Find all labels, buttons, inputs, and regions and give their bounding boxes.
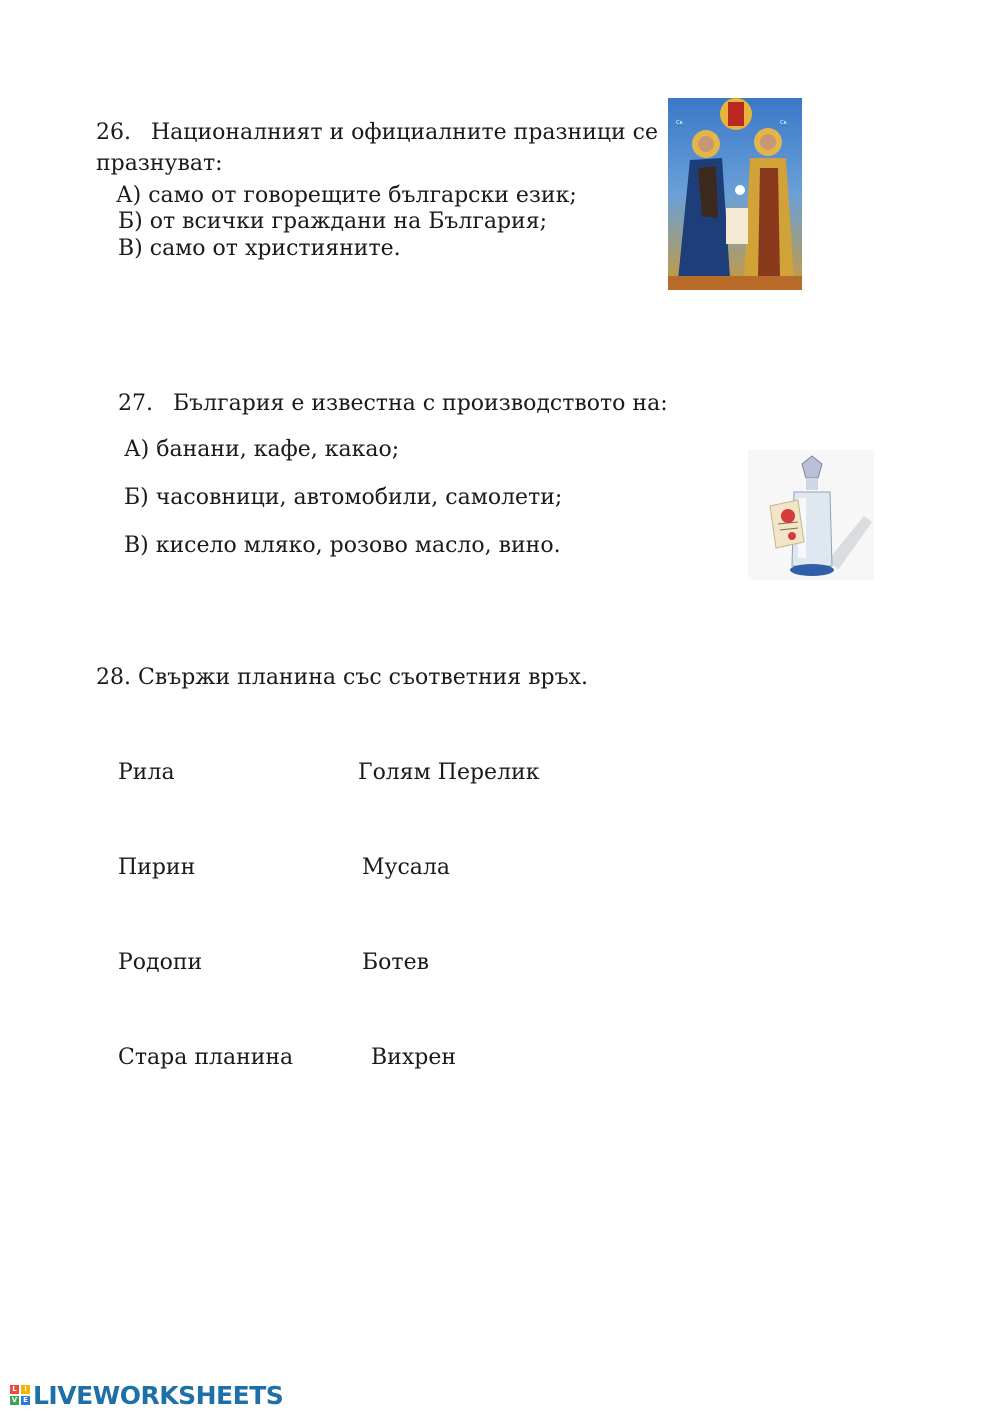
- peak-item: Вихрен: [371, 1045, 457, 1070]
- q26-number: 26.: [96, 120, 131, 145]
- q27-option-a: А) банани, кафе, какао;: [124, 437, 400, 462]
- q26-option-a: А) само от говорещите български език;: [116, 183, 577, 208]
- peak-item: Мусала: [362, 855, 450, 880]
- svg-text:Св.: Св.: [676, 120, 685, 126]
- q26-option-b: Б) от всички граждани на България;: [118, 209, 548, 234]
- svg-text:Св.: Св.: [780, 120, 789, 126]
- q28-title: 28. Свържи планина със съответния връх.: [96, 665, 589, 690]
- q27-title-text: България е известна с производството на:: [173, 391, 668, 416]
- q27-option-c: В) кисело мляко, розово масло, вино.: [124, 533, 561, 558]
- q27-title: [118, 389, 668, 419]
- saints-cyril-methodius-icon: [668, 98, 802, 290]
- peak-item: Ботев: [362, 950, 429, 975]
- q26-option-c: В) само от християните.: [118, 236, 401, 261]
- q27-number: 27.: [118, 391, 153, 416]
- mountain-item: Стара планина: [118, 1045, 294, 1070]
- logo-text: LIVEWORKSHEETS: [33, 1380, 284, 1410]
- mountain-item: Рила: [118, 760, 175, 785]
- q27-option-b: Б) часовници, автомобили, самолети;: [124, 485, 563, 510]
- liveworksheets-logo[interactable]: [10, 1380, 283, 1410]
- q26-title-line2: празнуват:: [96, 151, 223, 176]
- logo-grid-icon: L I V E: [10, 1385, 30, 1405]
- q26-title: [96, 118, 658, 148]
- rose-oil-bottle-icon: [748, 450, 874, 580]
- q26-title-text: Националният и официалните празници се: [151, 120, 659, 145]
- mountain-item: Пирин: [118, 855, 196, 880]
- mountain-item: Родопи: [118, 950, 203, 975]
- peak-item: Голям Перелик: [358, 760, 540, 785]
